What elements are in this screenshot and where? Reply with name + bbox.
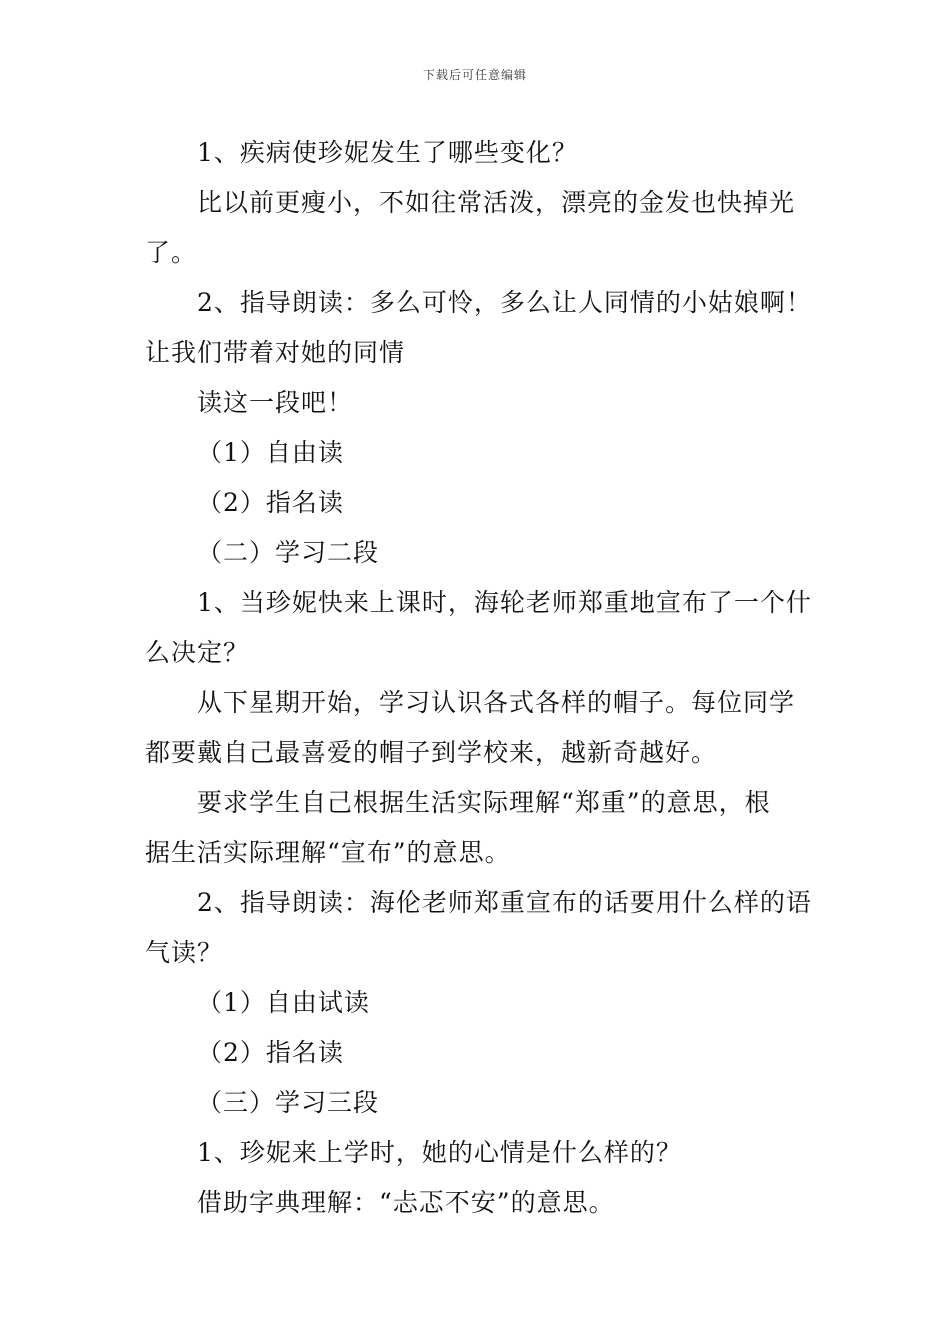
paragraph-line: 2、指导朗读：多么可怜，多么让人同情的小姑娘啊！	[197, 288, 812, 317]
document-body	[145, 128, 810, 1228]
paragraph-line: 读这一段吧！	[197, 388, 354, 417]
paragraph-line: （1）自由试读	[197, 988, 370, 1017]
paragraph-line: 借助字典理解：“忐忑不安”的意思。	[197, 1188, 615, 1217]
paragraph-line: 据生活实际理解“宣布”的意思。	[145, 838, 511, 867]
paragraph-line: 都要戴自己最喜爱的帽子到学校来，越新奇越好。	[145, 738, 718, 767]
paragraph-line: 么决定？	[145, 638, 250, 667]
paragraph-line: 1、珍妮来上学时，她的心情是什么样的？	[197, 1138, 682, 1167]
paragraph-line: 让我们带着对她的同情	[145, 338, 406, 367]
paragraph-line: 要求学生自己根据生活实际理解“郑重”的意思，根	[197, 788, 771, 817]
paragraph-line: （2）指名读	[197, 488, 344, 517]
paragraph-line: 从下星期开始，学习认识各式各样的帽子。每位同学	[197, 688, 796, 717]
paragraph-line: 了。	[145, 238, 198, 267]
paragraph-line: 气读？	[145, 938, 224, 967]
paragraph-line: （2）指名读	[197, 1038, 344, 1067]
paragraph-line: 比以前更瘦小，不如往常活泼，漂亮的金发也快掉光	[197, 188, 796, 217]
section-heading: （二）学习二段	[197, 538, 380, 567]
paragraph-line: 1、当珍妮快来上课时，海轮老师郑重地宣布了一个什	[197, 588, 812, 617]
page-header: 下载后可任意编辑	[422, 68, 527, 82]
paragraph-line: （1）自由读	[197, 438, 344, 467]
paragraph-line: 1、疾病使珍妮发生了哪些变化？	[197, 138, 578, 167]
section-heading: （三）学习三段	[197, 1088, 380, 1117]
paragraph-line: 2、指导朗读：海伦老师郑重宣布的话要用什么样的语	[197, 888, 812, 917]
